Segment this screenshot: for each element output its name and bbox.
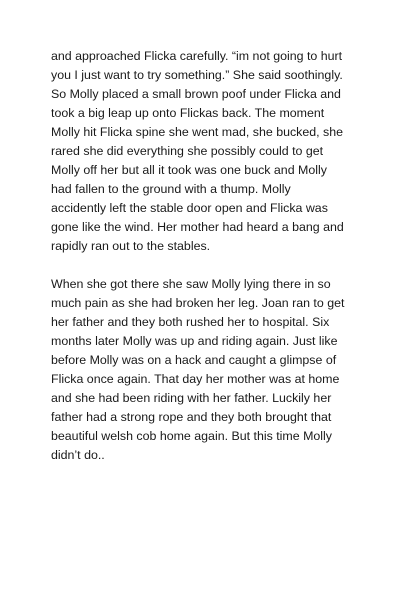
text-line: before Molly was on a hack and caught a glimpse of (51, 353, 337, 367)
text-line: Molly off her but all it took was one buck and Molly (51, 163, 327, 177)
text-line: and she had been riding with her father. Luckily her (51, 391, 332, 405)
text-line: had fallen to the ground with a thump. Molly (51, 182, 291, 196)
text-line: months later Molly was up and riding again. Just like (51, 334, 338, 348)
text-line: accidently left the stable door open and Flicka was (51, 201, 328, 215)
text-line: and approached Flicka carefully. “im not going to hurt (51, 49, 343, 63)
text-line: rapidly ran out to the stables. (51, 239, 211, 253)
text-line: So Molly placed a small brown poof under Flicka and (51, 87, 341, 101)
text-line: beautiful welsh cob home again. But this time Molly (51, 429, 332, 443)
text-line: father had a strong rope and they both brought that (51, 410, 332, 424)
text-line: Molly hit Flicka spine she went mad, she bucked, she (51, 125, 344, 139)
text-line: much pain as she had broken her leg. Joan ran to get (51, 296, 345, 310)
paragraph-1 (51, 47, 381, 256)
paragraph-2 (51, 275, 381, 465)
text-line: When she got there she saw Molly lying there in so (51, 277, 331, 291)
text-line: took a big leap up onto Flickas back. The moment (51, 106, 325, 120)
text-line: didn’t do.. (51, 448, 105, 462)
text-line: her father and they both rushed her to hospital. Six (51, 315, 330, 329)
text-line: Flicka once again. That day her mother was at home (51, 372, 340, 386)
text-line: gone like the wind. Her mother had heard a bang and (51, 220, 344, 234)
text-line: you I just want to try something.” She said soothingly. (51, 68, 343, 82)
text-line: rared she did everything she possibly could to get (51, 144, 324, 158)
